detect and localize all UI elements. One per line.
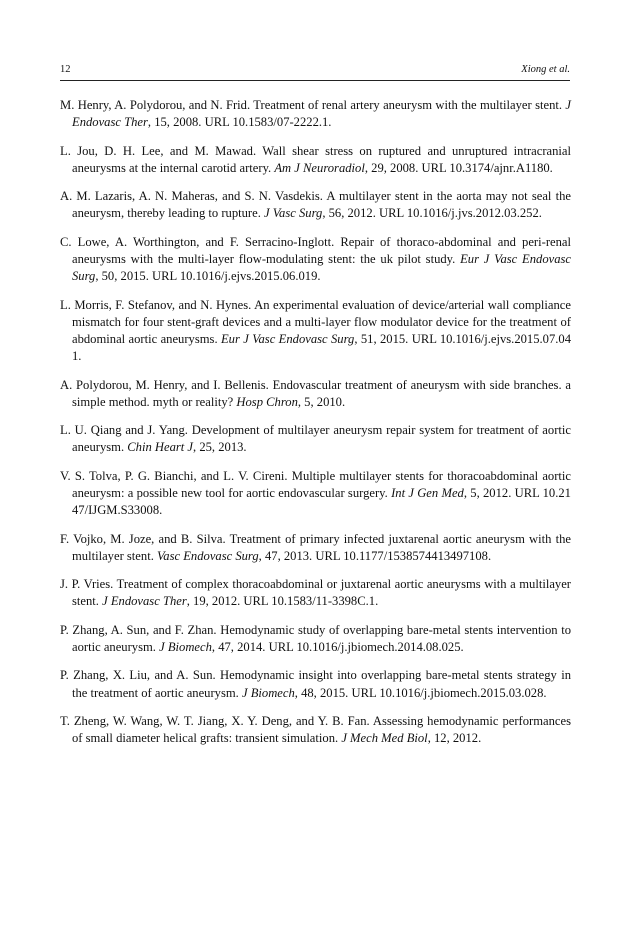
- ref-authors: P. Zhang, A. Sun, and F. Zhan.: [60, 622, 217, 637]
- ref-title: Development of multilayer aneurysm repair system for treatment of aortic aneurysm.: [72, 423, 571, 455]
- ref-title: Hemodynamic insight into overlapping bare-metal stents strategy in the treatment of aortic aneurysm.: [72, 668, 572, 700]
- reference-item: [60, 188, 571, 222]
- ref-authors: M. Henry, A. Polydorou, and N. Frid.: [60, 98, 251, 112]
- reference-item: [60, 576, 571, 610]
- ref-volume-year: , 25, 2013.: [193, 440, 247, 455]
- ref-journal: J Biomech: [241, 685, 295, 700]
- reference-item: [60, 234, 571, 286]
- ref-authors: L. Jou, D. H. Lee, and M. Mawad.: [60, 143, 257, 158]
- ref-volume-year: , 29, 2008.: [364, 160, 419, 175]
- running-head: Xiong et al.: [521, 64, 570, 75]
- reference-item: [60, 297, 571, 366]
- ref-title: An experimental evaluation of device/arterial wall compliance mismatch for four stent-graft devices and a multi-layer flow modulator device for the treatment of abdominal aortic aneurysms.: [72, 297, 571, 346]
- ref-volume-year: , 50, 2015.: [95, 269, 149, 284]
- ref-journal: Vasc Endovasc Surg: [157, 548, 259, 563]
- ref-url: URL 10.1016/j.ejvs.2015.07.041.: [72, 331, 571, 364]
- ref-url: URL 10.1016/j.jvs.2012.03.252.: [379, 206, 542, 221]
- ref-authors: C. Lowe, A. Worthington, and F. Serracino-Inglott.: [60, 234, 335, 249]
- ref-volume-year: , 19, 2012.: [186, 594, 241, 609]
- ref-authors: L. U. Qiang and J. Yang.: [60, 423, 188, 438]
- ref-title: A multilayer stent in the aorta may not seal the aneurysm, thereby leading to rupture.: [72, 189, 571, 221]
- ref-title: Repair of thoraco-abdominal and peri-renal aneurysms with the multi-layer flow-modulating stent: the uk pilot study.: [72, 234, 571, 266]
- ref-volume-year: , 48, 2015.: [294, 685, 349, 700]
- ref-url: URL 10.1016/j.jbiomech.2015.03.028.: [351, 685, 547, 700]
- ref-url: URL 10.1016/j.jbiomech.2014.08.025.: [268, 639, 464, 654]
- ref-volume-year: , 51, 2015.: [354, 331, 409, 346]
- ref-authors: V. S. Tolva, P. G. Bianchi, and L. V. Cireni.: [60, 468, 288, 483]
- ref-title: Endovascular treatment of aneurysm with side branches. a simple method. myth or reality?: [72, 377, 571, 409]
- ref-url: URL 10.2147/IJGM.S33008.: [72, 485, 571, 518]
- ref-url: URL 10.1583/07-2222.1.: [204, 115, 332, 130]
- ref-journal: Am J Neuroradiol: [274, 160, 365, 175]
- ref-journal: J Endovasc Ther: [102, 594, 187, 609]
- ref-url: URL 10.1583/11-3398C.1.: [243, 594, 379, 609]
- ref-journal: J Endovasc Ther: [72, 98, 571, 130]
- ref-journal: J Vasc Surg: [264, 206, 323, 221]
- ref-volume-year: , 47, 2013.: [258, 548, 313, 563]
- ref-authors: F. Vojko, M. Joze, and B. Silva.: [60, 531, 226, 546]
- ref-authors: T. Zheng, W. Wang, W. T. Jiang, X. Y. Deng, and Y. B. Fan.: [60, 713, 370, 728]
- reference-item: [60, 531, 571, 565]
- ref-volume-year: , 56, 2012.: [322, 206, 376, 221]
- ref-title: Multiple multilayer stents for thoracoabdominal aortic aneurysm: a possible new tool for aortic endovascular surgery.: [72, 468, 572, 500]
- ref-title: Treatment of renal artery aneurysm with the multilayer stent.: [253, 98, 563, 112]
- ref-authors: J. P. Vries.: [60, 577, 114, 592]
- reference-item: [60, 667, 571, 701]
- ref-journal: Int J Gen Med: [391, 485, 464, 500]
- ref-title: Wall shear stress on ruptured and unruptured intracranial aneurysms at the internal carotid artery.: [72, 143, 571, 175]
- ref-journal: J Mech Med Biol: [341, 731, 428, 746]
- ref-title: Treatment of primary infected juxtarenal aortic aneurysm with the multilayer stent.: [72, 531, 571, 563]
- ref-volume-year: , 12, 2012.: [427, 731, 482, 746]
- reference-item: [60, 97, 571, 131]
- ref-authors: A. M. Lazaris, A. N. Maheras, and S. N. Vasdekis.: [60, 189, 323, 204]
- reference-item: [60, 377, 571, 411]
- ref-journal: Chin Heart J: [127, 440, 194, 455]
- ref-volume-year: , 5, 2010.: [297, 394, 346, 409]
- page-number: 12: [60, 64, 71, 75]
- ref-url: URL 10.1016/j.ejvs.2015.06.019.: [152, 269, 321, 284]
- ref-volume-year: , 5, 2012.: [463, 485, 512, 500]
- ref-title: Hemodynamic study of overlapping bare-metal stents intervention to aortic aneurysm.: [72, 622, 571, 654]
- ref-authors: P. Zhang, X. Liu, and A. Sun.: [60, 668, 216, 683]
- ref-url: URL 10.3174/ajnr.A1180.: [421, 160, 553, 175]
- ref-journal: Hosp Chron: [236, 394, 298, 409]
- ref-authors: A. Polydorou, M. Henry, and I. Bellenis.: [60, 377, 269, 392]
- ref-title: Treatment of complex thoracoabdominal or juxtarenal aortic aneurysms with a multilayer stent.: [72, 577, 571, 609]
- reference-item: [60, 622, 571, 656]
- ref-volume-year: , 47, 2014.: [211, 639, 266, 654]
- ref-journal: Eur J Vasc Endovasc Surg: [220, 331, 355, 346]
- ref-title: Assessing hemodynamic performances of small diameter helical grafts: transient simulation.: [72, 713, 571, 746]
- reference-item: [60, 422, 571, 456]
- running-header: [60, 64, 570, 81]
- reference-item: [60, 713, 571, 747]
- reference-item: [60, 468, 571, 520]
- ref-journal: J Biomech: [159, 639, 212, 654]
- reference-list: [60, 97, 571, 759]
- ref-url: URL 10.1177/1538574413497108.: [315, 548, 492, 563]
- ref-volume-year: , 15, 2008.: [147, 115, 202, 130]
- ref-journal: Eur J Vasc Endovasc Surg: [72, 251, 571, 284]
- reference-item: [60, 143, 571, 177]
- ref-authors: L. Morris, F. Stefanov, and N. Hynes.: [60, 297, 252, 312]
